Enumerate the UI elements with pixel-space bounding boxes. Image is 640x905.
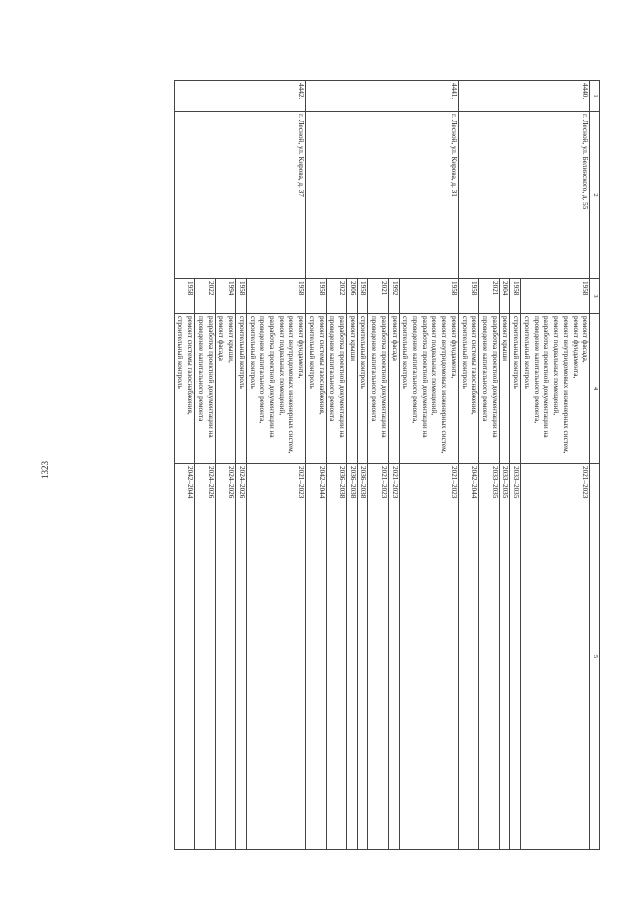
build-year: 1958	[306, 279, 326, 314]
column-number: 2	[590, 112, 600, 279]
build-year: 1958	[246, 279, 305, 314]
table-row	[399, 81, 458, 850]
build-year: 2004	[499, 279, 510, 314]
build-year: 1992	[388, 279, 399, 314]
column-number: 1	[590, 81, 600, 112]
repair-period: 2024–2026	[195, 464, 215, 850]
work-type: ремонт фасада	[388, 314, 399, 464]
work-type: ремонт системы газоснабжения, строительный контроль	[174, 314, 194, 464]
work-type: ремонт фундамента, ремонт внутридомовых инженерных систем, ремонт подвальных помещений, разработка проектной документации на проведение капитального ремонта, строительный контроль	[399, 314, 458, 464]
work-type: ремонт системы газоснабжения, строительный контроль	[458, 314, 478, 464]
build-year: 2021	[368, 279, 388, 314]
build-year: 1958	[510, 279, 521, 314]
building-address: г. Лесной, ул. Кирова, д. 37	[174, 112, 305, 279]
work-type: разработка проектной документации на проведение капитального ремонта	[195, 314, 215, 464]
repair-period: 2042–2044	[306, 464, 326, 850]
repair-period: 2042–2044	[174, 464, 194, 850]
work-type: разработка проектной документации на проведение капитального ремонта	[368, 314, 388, 464]
build-year: 1958	[399, 279, 458, 314]
work-type: ремонт крыши	[499, 314, 510, 464]
work-type: ремонт фундамента, ремонт внутридомовых инженерных систем, ремонт подвальных помещений, разработка проектной документации на проведение капитального ремонта, строительный контроль	[246, 314, 305, 464]
build-year: 2022	[326, 279, 346, 314]
build-year: 2021	[479, 279, 499, 314]
build-year: 1958	[521, 279, 590, 314]
repair-period: 2036–2038	[357, 464, 368, 850]
column-number: 3	[590, 279, 600, 314]
repair-period: 2033–2035	[499, 464, 510, 850]
table-row	[246, 81, 305, 850]
repair-period: 2021–2023	[368, 464, 388, 850]
repair-period: 2021–2023	[388, 464, 399, 850]
build-year: 1994	[215, 279, 235, 314]
column-number-row	[590, 81, 600, 850]
build-year: 2006	[346, 279, 357, 314]
work-type: ремонт системы газоснабжения, строительный контроль	[306, 314, 326, 464]
building-address: г. Лесной, ул. Белинского, д. 55	[458, 112, 589, 279]
repair-period: 2036–2038	[326, 464, 346, 850]
build-year: 2022	[195, 279, 215, 314]
work-type: строительный контроль	[236, 314, 247, 464]
rotated-table-container	[88, 80, 600, 850]
repair-period: 2021–2023	[399, 464, 458, 850]
page-number: 1323	[40, 461, 50, 479]
building-address: г. Лесной, ул. Кирова, д. 31	[306, 112, 459, 279]
table-body	[174, 81, 599, 850]
repair-period: 2036–2038	[346, 464, 357, 850]
repair-period: 2021–2023	[246, 464, 305, 850]
build-year: 1958	[357, 279, 368, 314]
building-number: 4442.	[174, 81, 305, 112]
building-number: 4441.	[306, 81, 459, 112]
column-number: 4	[590, 314, 600, 464]
repair-period: 2024–2026	[215, 464, 235, 850]
column-number: 5	[590, 464, 600, 850]
work-type: ремонт фасада, ремонт фундамента, ремонт внутридомовых инженерных систем, ремонт подвальных помещений, разработка проектной документации на проведение капитального ремонта, строительный контроль	[521, 314, 590, 464]
repair-period: 2042–2044	[458, 464, 478, 850]
build-year: 1958	[458, 279, 478, 314]
build-year: 1958	[174, 279, 194, 314]
work-type: строительный контроль	[357, 314, 368, 464]
repair-period: 2033–2035	[510, 464, 521, 850]
table-row	[521, 81, 590, 850]
work-type: строительный контроль	[510, 314, 521, 464]
work-type: разработка проектной документации на проведение капитального ремонта	[479, 314, 499, 464]
work-type: ремонт крыши	[346, 314, 357, 464]
work-type: ремонт крыши, ремонт фасада	[215, 314, 235, 464]
repair-period: 2024–2026	[236, 464, 247, 850]
capital-repair-table	[174, 80, 600, 850]
repair-period: 2021–2023	[521, 464, 590, 850]
work-type: разработка проектной документации на проведение капитального ремонта	[326, 314, 346, 464]
build-year: 1958	[236, 279, 247, 314]
building-number: 4440.	[458, 81, 589, 112]
repair-period: 2033–2035	[479, 464, 499, 850]
